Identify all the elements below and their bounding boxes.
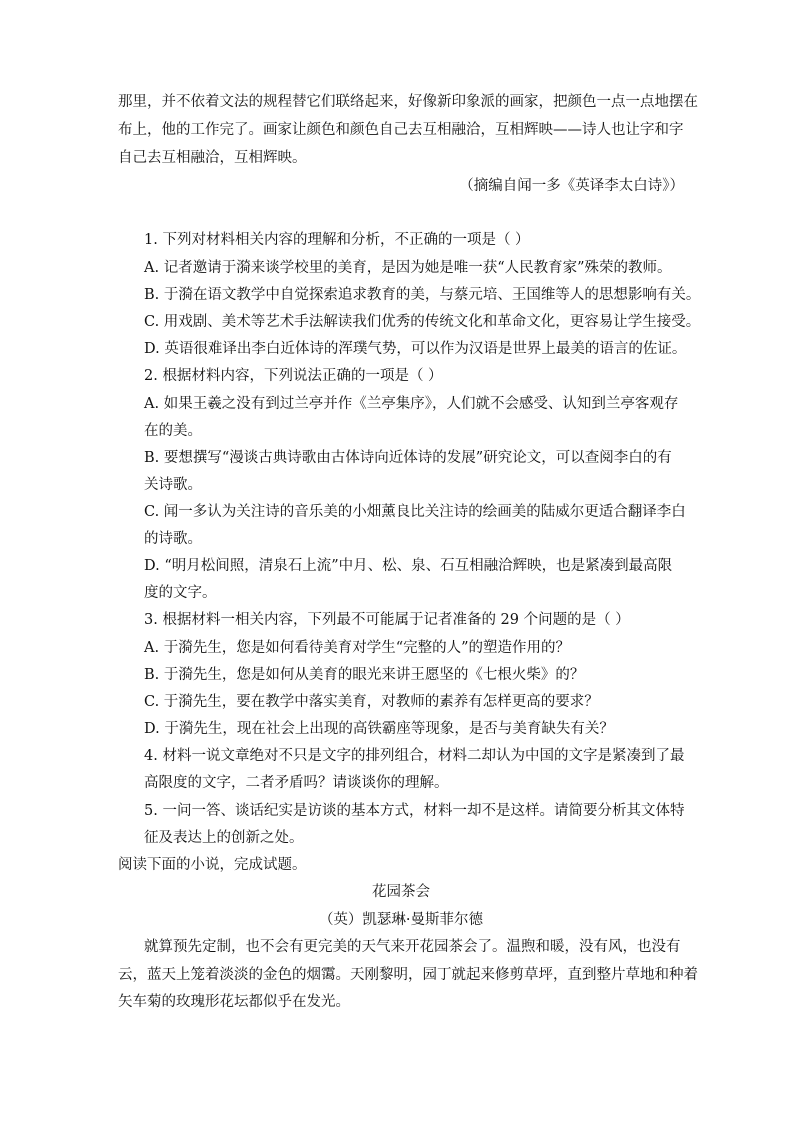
question-1-option-a: A. 记者邀请于漪来谈学校里的美育，是因为她是唯一获“人民教育家”殊荣的教师。 — [144, 260, 672, 276]
intro-line-3: 自己去互相融洽，互相辉映。 — [118, 150, 307, 166]
question-2-option-c-line-1: C. 闻一多认为关注诗的音乐美的小畑薰良比关注诗的绘画美的陆威尔更适合翻译李白 — [144, 504, 686, 520]
question-1-option-c: C. 用戏剧、美术等艺术手法解读我们优秀的传统文化和革命文化，更容易让学生接受。 — [144, 314, 701, 330]
reading-instruction: 阅读下面的小说，完成试题。 — [118, 857, 307, 873]
story-author: （英）凯瑟琳·曼斯菲尔德 — [318, 912, 484, 928]
question-5-line-2: 征及表达上的创新之处。 — [144, 830, 304, 846]
question-1-option-b: B. 于漪在语文教学中自觉探索追求教育的美，与蔡元培、王国维等人的思想影响有关。 — [144, 287, 701, 303]
intro-line-2: 布上，他的工作完了。画家让颜色和颜色自己去互相融洽，互相辉映——诗人也让字和字 — [118, 122, 684, 138]
question-2-option-a-line-2: 在的美。 — [144, 423, 202, 439]
question-3-option-b: B. 于漪先生，您是如何从美育的眼光来讲王愿坚的《七根火柴》的？ — [144, 667, 585, 683]
story-line-2: 云，蓝天上笼着淡淡的金色的烟霭。天刚黎明，园丁就起来修剪草坪，直到整片草地和种着 — [118, 967, 698, 983]
question-5-line-1: 5. 一问一答、谈话纪实是访谈的基本方式，材料一却不是这样。请简要分析其文体特 — [144, 803, 685, 819]
source-note: （摘编自闻一多《英译李太白诗》） — [459, 178, 684, 194]
story-line-1: 就算预先定制，也不会有更完美的天气来开花园茶会了。温煦和暖，没有风，也没有 — [144, 939, 681, 955]
question-2-option-d-line-2: 度的文字。 — [144, 585, 217, 601]
question-4-line-1: 4. 材料一说文章绝对不只是文字的排列组合，材料二却认为中国的文字是紧凑到了最 — [144, 748, 685, 764]
question-1: 1. 下列对材料相关内容的理解和分析，不正确的一项是（ ） — [144, 232, 530, 248]
question-3-option-c: C. 于漪先生，要在教学中落实美育，对教师的素养有怎样更高的要求？ — [144, 694, 599, 710]
question-2-option-d-line-1: D. “明月松间照，清泉石上流”中月、松、泉、石互相融洽辉映，也是紧凑到最高限 — [144, 558, 673, 574]
question-2: 2. 根据材料内容，下列说法正确的一项是（ ） — [144, 368, 443, 384]
question-2-option-a-line-1: A. 如果王羲之没有到过兰亭并作《兰亭集序》，人们就不会感受、认知到兰亭客观存 — [144, 396, 679, 412]
question-4-line-2: 高限度的文字，二者矛盾吗？请谈谈你的理解。 — [144, 775, 449, 791]
question-2-option-c-line-2: 的诗歌。 — [144, 531, 202, 547]
story-line-3: 矢车菊的玫瑰形花坛都似乎在发光。 — [118, 994, 350, 1010]
question-2-option-b-line-2: 关诗歌。 — [144, 477, 202, 493]
question-3-option-d: D. 于漪先生，现在社会上出现的高铁霸座等现象，是否与美育缺失有关？ — [144, 721, 614, 737]
question-2-option-b-line-1: B. 要想撰写“漫谈古典诗歌由古体诗向近体诗的发展”研究论文，可以查阅李白的有 — [144, 450, 672, 466]
intro-line-1: 那里，并不依着文法的规程替它们联络起来，好像新印象派的画家，把颜色一点一点地摆在 — [118, 94, 698, 110]
question-3: 3. 根据材料一相关内容，下列最不可能属于记者准备的 29 个问题的是（ ） — [144, 612, 630, 628]
question-1-option-d: D. 英语很难译出李白近体诗的浑璞气势，可以作为汉语是世界上最美的语言的佐证。 — [144, 341, 687, 357]
question-3-option-a: A. 于漪先生，您是如何看待美育对学生“完整的人”的塑造作用的？ — [144, 640, 571, 656]
story-title: 花园茶会 — [372, 884, 430, 900]
